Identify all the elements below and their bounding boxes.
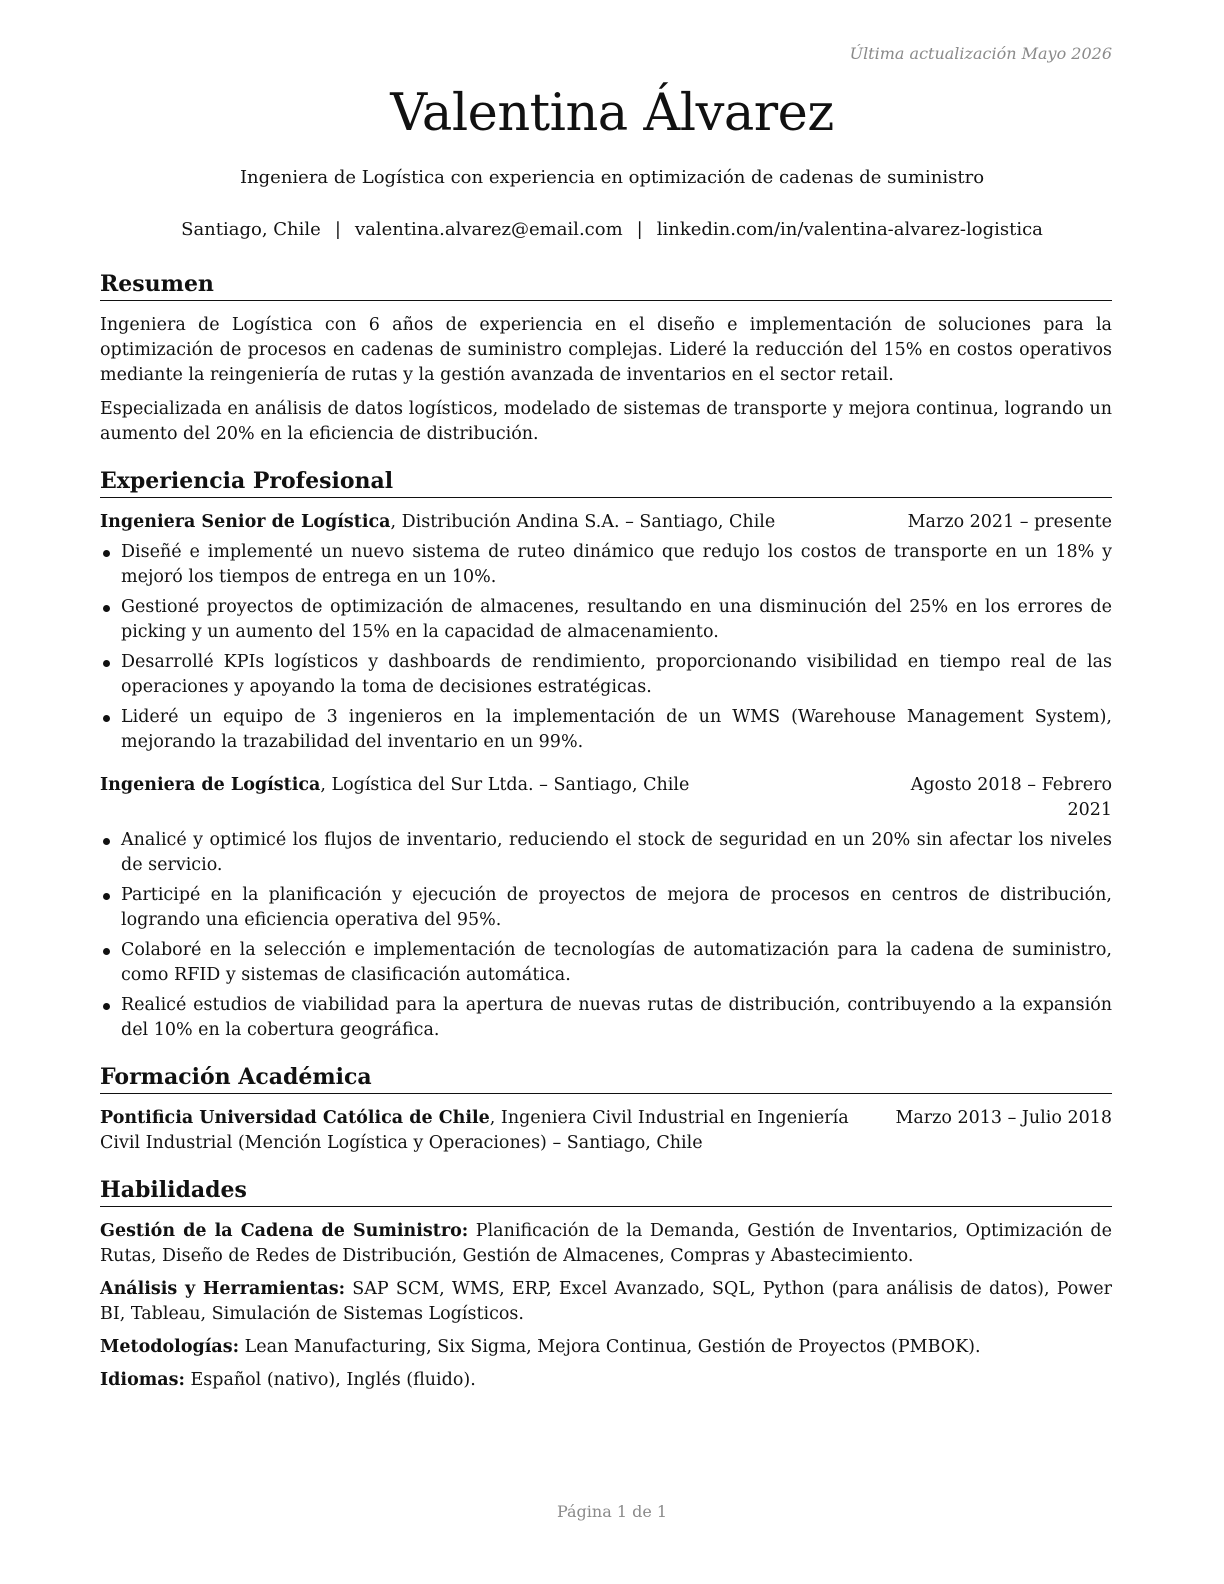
job-bullet: Colaboré en la selección e implementación de tecnologías de automatización para la cadena de suministro, como RFID y sistemas de clasificación automática. [100, 938, 1112, 988]
summary-paragraph: Ingeniera de Logística con 6 años de experiencia en el diseño e implementación de soluciones para la optimización de procesos en cadenas de suministro complejas. Lideré la reducción del 15% en costos operativos mediante la reingeniería de rutas y la gestión avanzada de inventarios en el sector retail. [100, 315, 1112, 385]
job-bullet: Analicé y optimicé los flujos de inventario, reduciendo el stock de seguridad en un 20% sin afectar los niveles de servicio. [100, 828, 1112, 878]
experience-section [100, 467, 1112, 1043]
job-dates: Agosto 2018 – Febrero 2021 [910, 775, 1112, 820]
job-company: , Logística del Sur Ltda. – Santiago, Chile [320, 775, 690, 795]
job-bullet: Diseñé e implementé un nuevo sistema de ruteo dinámico que redujo los costos de transporte en un 18% y mejoró los tiempos de entrega en un 10%. [100, 540, 1112, 590]
section-title-summary: Resumen [100, 270, 1112, 301]
education-description [100, 1106, 895, 1156]
job-header [100, 510, 1112, 535]
skill-line [100, 1277, 1112, 1327]
job-title-line [100, 510, 908, 535]
education-degree: , Ingeniera Civil Industrial en Ingeniería Civil Industrial (Mención Logística y Operaciones) – Santiago, Chile [100, 1108, 849, 1153]
education-entry [100, 1106, 1112, 1156]
job-header [100, 773, 1112, 823]
skill-line [100, 1335, 1112, 1360]
resume-content [100, 270, 1112, 1413]
contact-email[interactable]: valentina.alvarez@email.com [354, 219, 623, 240]
job-bullet: Lideré un equipo de 3 ingenieros en la implementación de un WMS (Warehouse Management System), mejorando la trazabilidad del inventario en un 99%. [100, 705, 1112, 755]
contact-separator: | [334, 219, 341, 240]
skill-value: Español (nativo), Inglés (fluido). [184, 1370, 476, 1390]
job-bullets [100, 828, 1112, 1043]
job-bullets [100, 540, 1112, 755]
page-number: Página 1 de 1 [556, 1502, 668, 1521]
job-role: Ingeniera Senior de Logística [100, 512, 391, 532]
job-role: Ingeniera de Logística [100, 775, 321, 795]
tagline: Ingeniera de Logística con experiencia en optimización de cadenas de suministro [239, 167, 985, 188]
skill-label: Metodologías: [100, 1337, 240, 1357]
education-institution: Pontificia Universidad Católica de Chile [100, 1108, 490, 1128]
skills-section [100, 1176, 1112, 1393]
summary-paragraph: Especializada en análisis de datos logísticos, modelado de sistemas de transporte y mejora continua, logrando un aumento del 20% en la eficiencia de distribución. [100, 399, 1112, 444]
job-title-line [100, 773, 880, 798]
skill-label: Gestión de la Cadena de Suministro: [100, 1221, 469, 1241]
education-dates: Marzo 2013 – Julio 2018 [895, 1108, 1112, 1128]
job-bullet: Gestioné proyectos de optimización de almacenes, resultando en una disminución del 25% en los errores de picking y un aumento del 15% en la capacidad de almacenamiento. [100, 595, 1112, 645]
job-entry [100, 773, 1112, 1043]
section-title-experience: Experiencia Profesional [100, 467, 1112, 498]
section-title-skills: Habilidades [100, 1176, 1112, 1207]
summary-section [100, 270, 1112, 447]
job-entry [100, 510, 1112, 755]
job-company: , Distribución Andina S.A. – Santiago, Chile [390, 512, 776, 532]
skill-label: Idiomas: [100, 1370, 185, 1390]
job-bullet: Participé en la planificación y ejecución de proyectos de mejora de procesos en centros de distribución, logrando una eficiencia operativa del 95%. [100, 883, 1112, 933]
job-bullet: Realicé estudios de viabilidad para la apertura de nuevas rutas de distribución, contribuyendo a la expansión del 10% en la cobertura geográfica. [100, 993, 1112, 1043]
skill-line [100, 1219, 1112, 1269]
skill-value: SAP SCM, WMS, ERP, Excel Avanzado, SQL, Python (para análisis de datos), Power BI, Tableau, Simulación de Sistemas Logísticos. [100, 1279, 1113, 1324]
job-bullet: Desarrollé KPIs logísticos y dashboards de rendimiento, proporcionando visibilidad en tiempo real de las operaciones y apoyando la toma de decisiones estratégicas. [100, 650, 1112, 700]
skill-value: Lean Manufacturing, Six Sigma, Mejora Continua, Gestión de Proyectos (PMBOK). [239, 1337, 981, 1357]
last-updated: Última actualización Mayo 2026 [849, 44, 1112, 63]
contact-location: Santiago, Chile [181, 219, 321, 240]
job-dates: Marzo 2021 – presente [907, 512, 1112, 532]
skill-label: Análisis y Herramientas: [100, 1279, 346, 1299]
contact-linkedin[interactable]: linkedin.com/in/valentina-alvarez-logistica [656, 219, 1043, 240]
section-title-education: Formación Académica [100, 1063, 1112, 1094]
skill-line [100, 1368, 1112, 1393]
contact-separator: | [636, 219, 643, 240]
candidate-name: Valentina Álvarez [390, 84, 834, 143]
education-section [100, 1063, 1112, 1156]
contact-line [0, 219, 1224, 240]
skill-value: Planificación de la Demanda, Gestión de Inventarios, Optimización de Rutas, Diseño de Redes de Distribución, Gestión de Almacenes, Compras y Abastecimiento. [100, 1221, 1112, 1266]
